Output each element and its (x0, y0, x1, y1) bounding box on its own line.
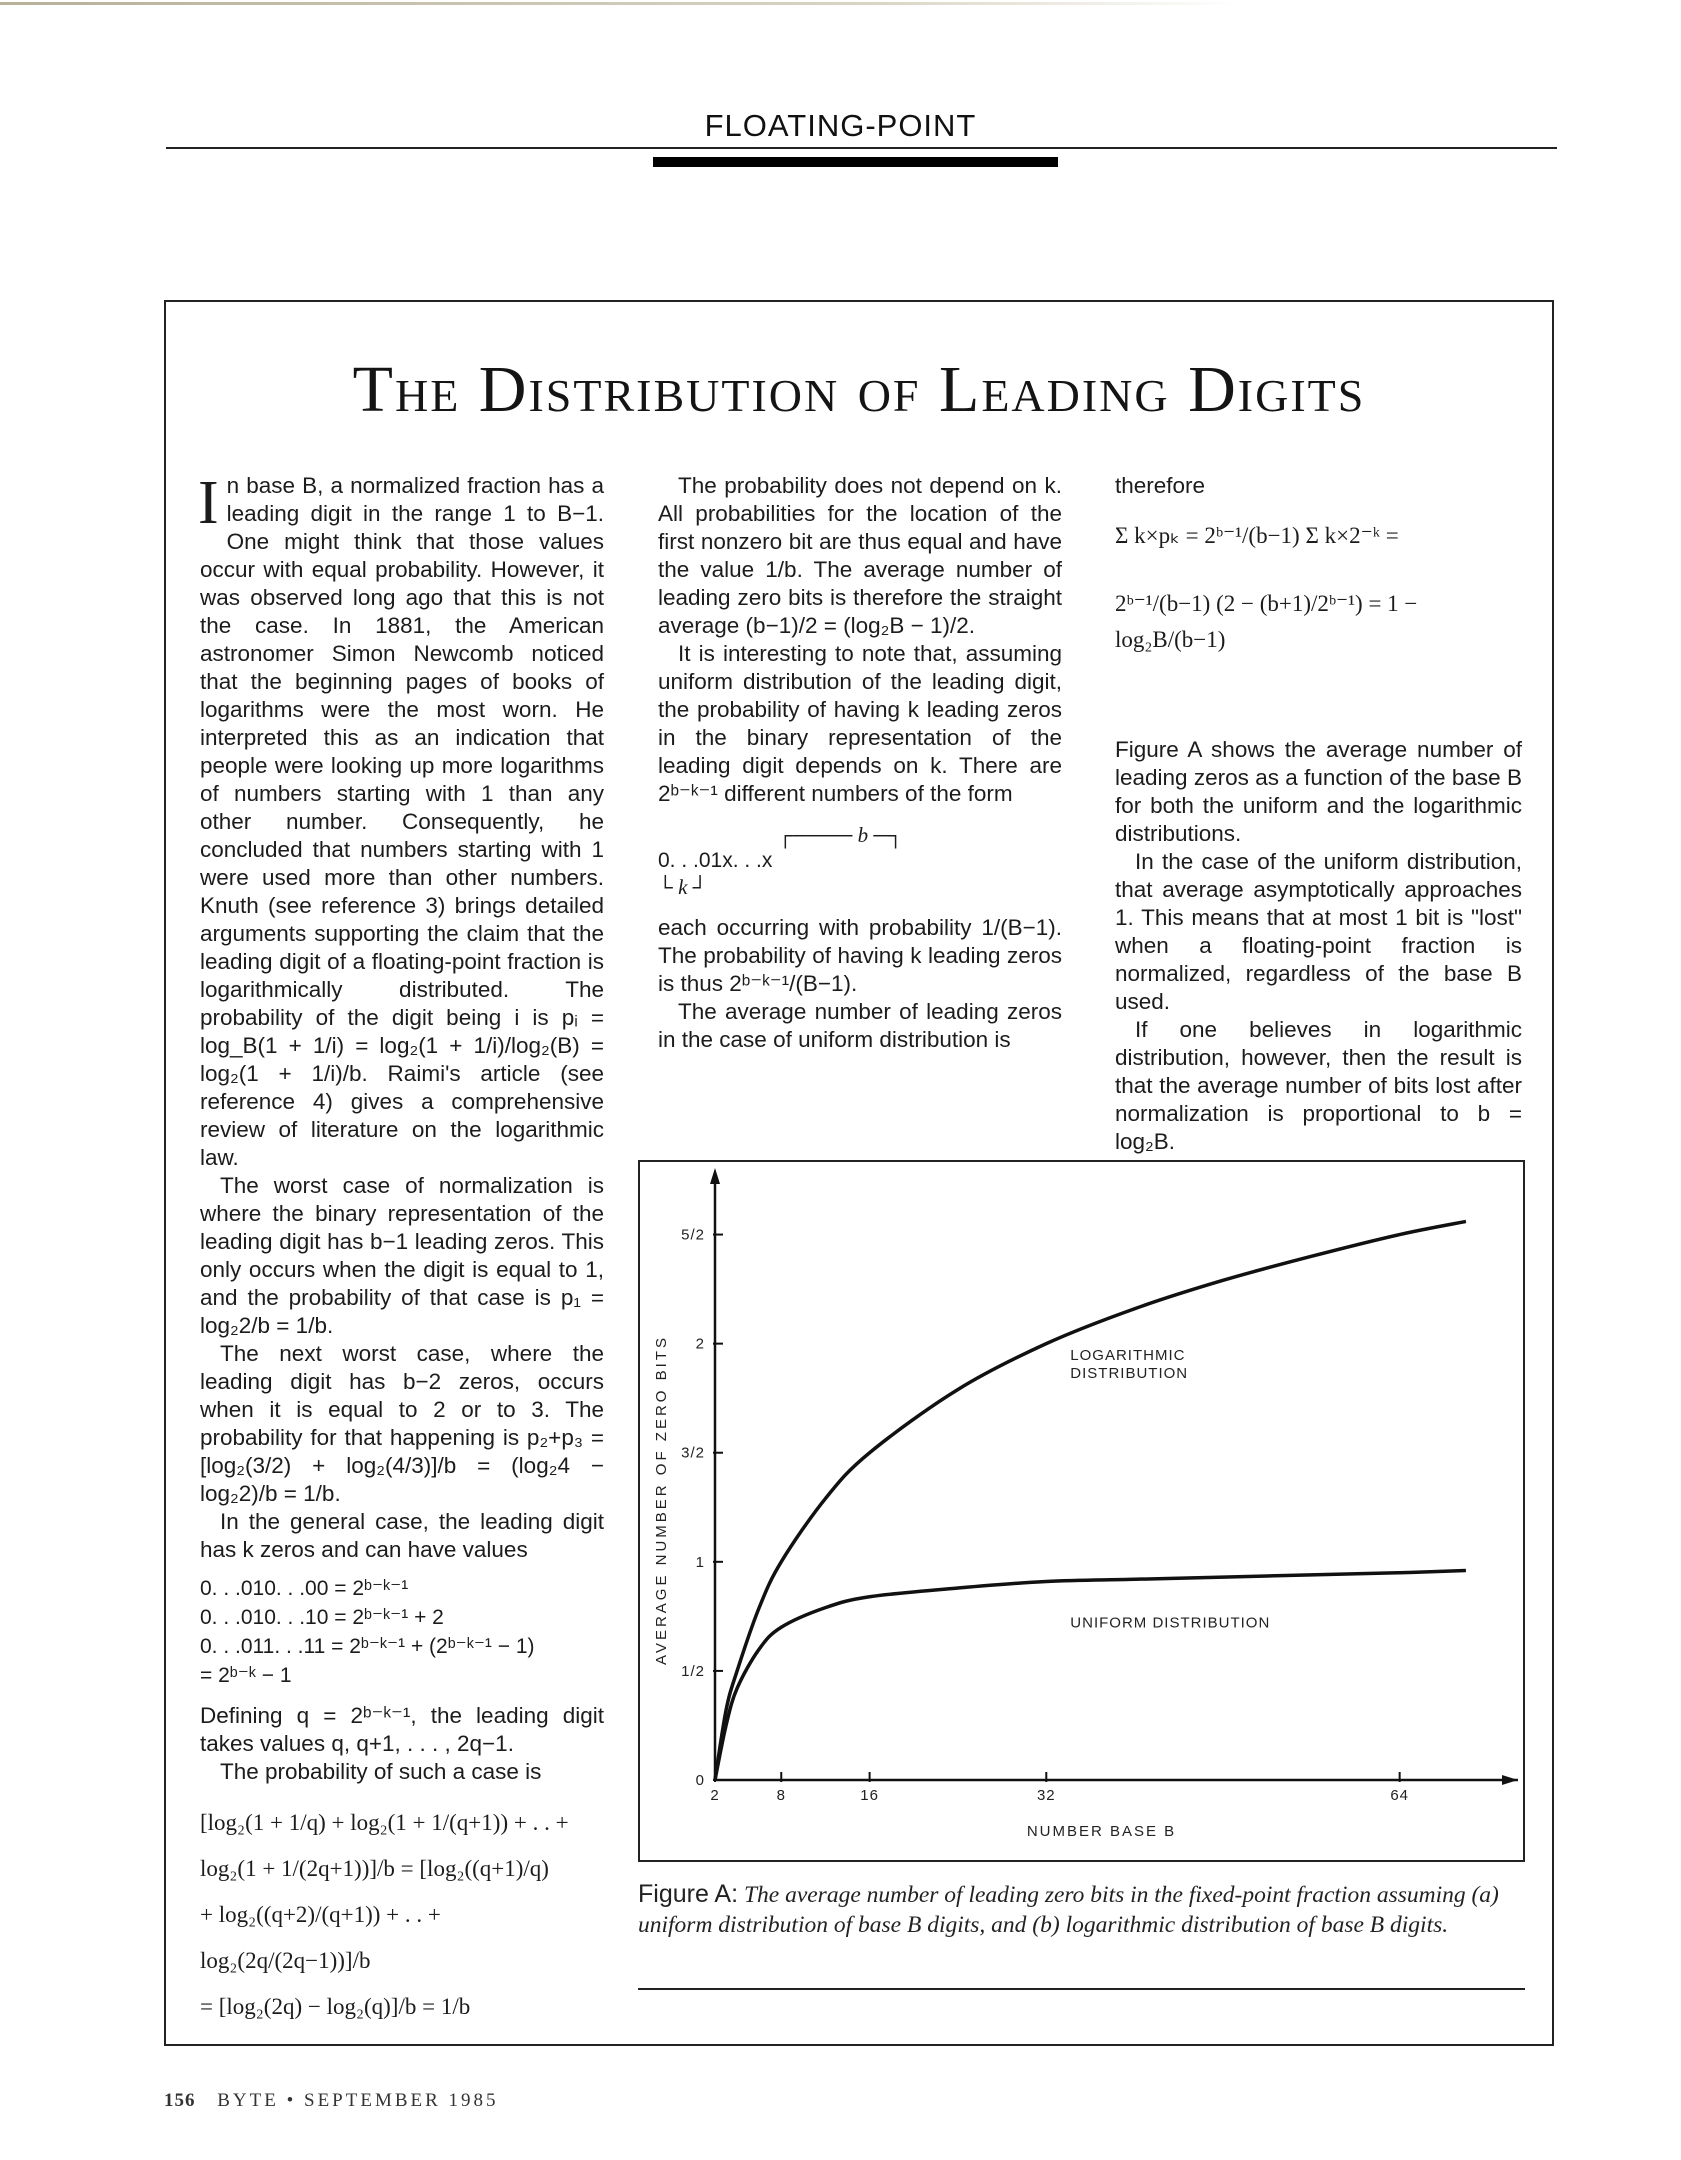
header-rule (166, 147, 1557, 149)
paragraph: therefore (1115, 473, 1206, 498)
y-axis-arrow (710, 1168, 720, 1184)
x-tick-label: 64 (1390, 1787, 1410, 1804)
x-tick-label: 2 (710, 1787, 720, 1804)
page-number: 156 (164, 2090, 196, 2111)
magazine-issue: BYTE • SEPTEMBER 1985 (217, 2090, 499, 2111)
paragraph: The next worst case, where the leading digit has b−2 zeros, occurs when it is equal to 2 or to 3. The probability for that happening is p₂+p₃ = [log₂(3/2) + log₂(4/3)]/b = (log₂4 − log₂2)/b = 1/b. (200, 1341, 604, 1506)
x-axis-label: NUMBER BASE B (1026, 1823, 1177, 1840)
form-pattern: 0. . .01x. . .x (658, 849, 773, 872)
page-footer (164, 2090, 499, 2112)
formula-line: Σ k×pₖ = 2ᵇ⁻¹/(b−1) Σ k×2⁻ᵏ = (1115, 523, 1399, 548)
formula-line: 2ᵇ⁻¹/(b−1) (2 − (b+1)/2ᵇ⁻¹) = 1 − log₂B/(b−1) (1115, 591, 1418, 652)
bit-form-diagram (658, 822, 1062, 900)
paragraph: The probability does not depend on k. All probabilities for the location of the first nonzero bit are thus equal and have the value 1/b. The average number of leading zero bits is therefore the straight average (b−1)/2 = (log₂B − 1)/2. (658, 473, 1062, 638)
x-tick-label: 16 (860, 1787, 879, 1804)
paragraph: Figure A shows the average number of leading zeros as a function of the base B for both the uniform and the logarithmic distributions. (1115, 737, 1522, 846)
column-2 (658, 472, 1062, 1054)
equation-block (200, 1574, 604, 1690)
probability-sum (200, 1800, 604, 2030)
paragraph: In the general case, the leading digit has k zeros and can have values (200, 1509, 604, 1562)
x-tick-label: 8 (776, 1787, 786, 1804)
y-axis-label: AVERAGE NUMBER OF ZERO BITS (653, 1335, 670, 1665)
top-edge-line (0, 2, 1240, 5)
paragraph: The average number of leading zeros in the case of uniform distribution is (658, 999, 1062, 1052)
equation-line: 0. . .010. . .00 = 2ᵇ⁻ᵏ⁻¹ (200, 1577, 409, 1600)
column-1 (198, 469, 604, 2030)
chart (638, 1160, 1525, 1862)
formula-line: = [log₂(2q) − log₂(q)]/b = 1/b (200, 1994, 471, 2019)
x-axis-arrow (1502, 1775, 1518, 1785)
figure-caption (638, 1879, 1525, 1940)
column-3 (1115, 472, 1522, 1156)
formula-line: log₂(1 + 1/(2q+1))]/b = [log₂((q+1)/q) (200, 1856, 549, 1881)
paragraph: each occurring with probability 1/(B−1). The probability of having k leading zeros is thus 2ᵇ⁻ᵏ⁻¹/(B−1). (658, 915, 1062, 996)
article-title: The Distribution of Leading Digits (352, 353, 1366, 426)
paragraph: If one believes in logarithmic distribution, however, then the result is that the average number of bits lost after normalization is proportional to b = log₂B. (1115, 1017, 1522, 1154)
y-tick-label: 5/2 (681, 1226, 705, 1244)
equation-line: 0. . .011. . .11 = 2ᵇ⁻ᵏ⁻¹ + (2ᵇ⁻ᵏ⁻¹ − 1) (200, 1635, 535, 1658)
paragraph: It is interesting to note that, assuming uniform distribution of the leading digit, the probability of having k leading zeros in the binary representation of the leading digit depends on k. There are 2ᵇ⁻ᵏ⁻¹ different numbers of the form (658, 641, 1062, 806)
logarithmic-series-line (715, 1221, 1466, 1780)
form-width-label: ┌──── b ─┐ (778, 823, 904, 847)
y-tick-label: 3/2 (681, 1444, 705, 1462)
paragraph: In the case of the uniform distribution, that average asymptotically approaches 1. This means that at most 1 bit is "lost" when a floating-point fraction is normalized, regardless of the base B used. (1115, 849, 1522, 1014)
series-label-logarithmic: DISTRIBUTION (1070, 1365, 1189, 1382)
series-label-uniform: UNIFORM DISTRIBUTION (1070, 1614, 1271, 1632)
y-tick-label: 1 (695, 1553, 705, 1571)
paragraph: The worst case of normalization is where the binary representation of the leading digit has b−1 leading zeros. This only occurs when the digit is equal to 1, and the probability of that case is p₁ = log₂2/b = 1/b. (200, 1173, 604, 1338)
equation-line: 0. . .010. . .10 = 2ᵇ⁻ᵏ⁻¹ + 2 (200, 1606, 444, 1629)
drop-cap: I (198, 469, 219, 537)
uniform-average-formula (1115, 518, 1522, 658)
paragraph: The probability of such a case is (220, 1759, 542, 1784)
form-zero-label: └ k ┘ (658, 875, 708, 899)
paragraph: In base B, a normalized fraction has a leading digit in the range 1 to B−1. One might think that those values occur with equal probability. However, it was observed long ago that this is not the case. In 1881, the American astronomer Simon Newcomb noticed that the beginning pages of books of logarithms were the most worn. He interpreted this as an indication that people were looking up more logarithms of numbers starting with 1 than any other number. Consequently, he concluded that numbers starting with 1 were used more than other numbers. Knuth (see reference 3) brings detailed arguments supporting the claim that the leading digit of a floating-point fraction is logarithmically distributed. The probability of the digit being i is pᵢ = log_B(1 + 1/i) = log₂(1 + 1/i)/log₂(B) = log₂(1 + 1/i)/b. Raimi's article (see reference 4) gives a comprehensive review of literature on the logarithmic law. (198, 469, 604, 1170)
formula-line: + log₂((q+2)/(q+1)) + . . + log₂(2q/(2q−1))]/b (200, 1902, 441, 1973)
section-header: FLOATING-POINT (704, 108, 977, 143)
header-bar (653, 157, 1058, 167)
y-tick-label: 2 (695, 1335, 705, 1353)
equation-line: = 2ᵇ⁻ᵏ − 1 (200, 1664, 292, 1687)
caption-rule (638, 1988, 1525, 1990)
y-tick-label: 0 (695, 1772, 705, 1789)
y-tick-label: 1/2 (681, 1662, 705, 1680)
x-tick-label: 32 (1036, 1787, 1056, 1804)
series-label-logarithmic: LOGARITHMIC (1070, 1347, 1186, 1364)
formula-line: [log₂(1 + 1/q) + log₂(1 + 1/(q+1)) + . . + (200, 1810, 569, 1835)
uniform-series-line (715, 1571, 1466, 1780)
paragraph: Defining q = 2ᵇ⁻ᵏ⁻¹, the leading digit takes values q, q+1, . . . , 2q−1. (200, 1703, 604, 1756)
caption-text: The average number of leading zero bits in the fixed-point fraction assuming (a) uniform distribution of base B digits, and (b) logarithmic distribution of base B digits. (638, 1882, 1499, 1938)
caption-label: Figure A: (638, 1880, 739, 1908)
